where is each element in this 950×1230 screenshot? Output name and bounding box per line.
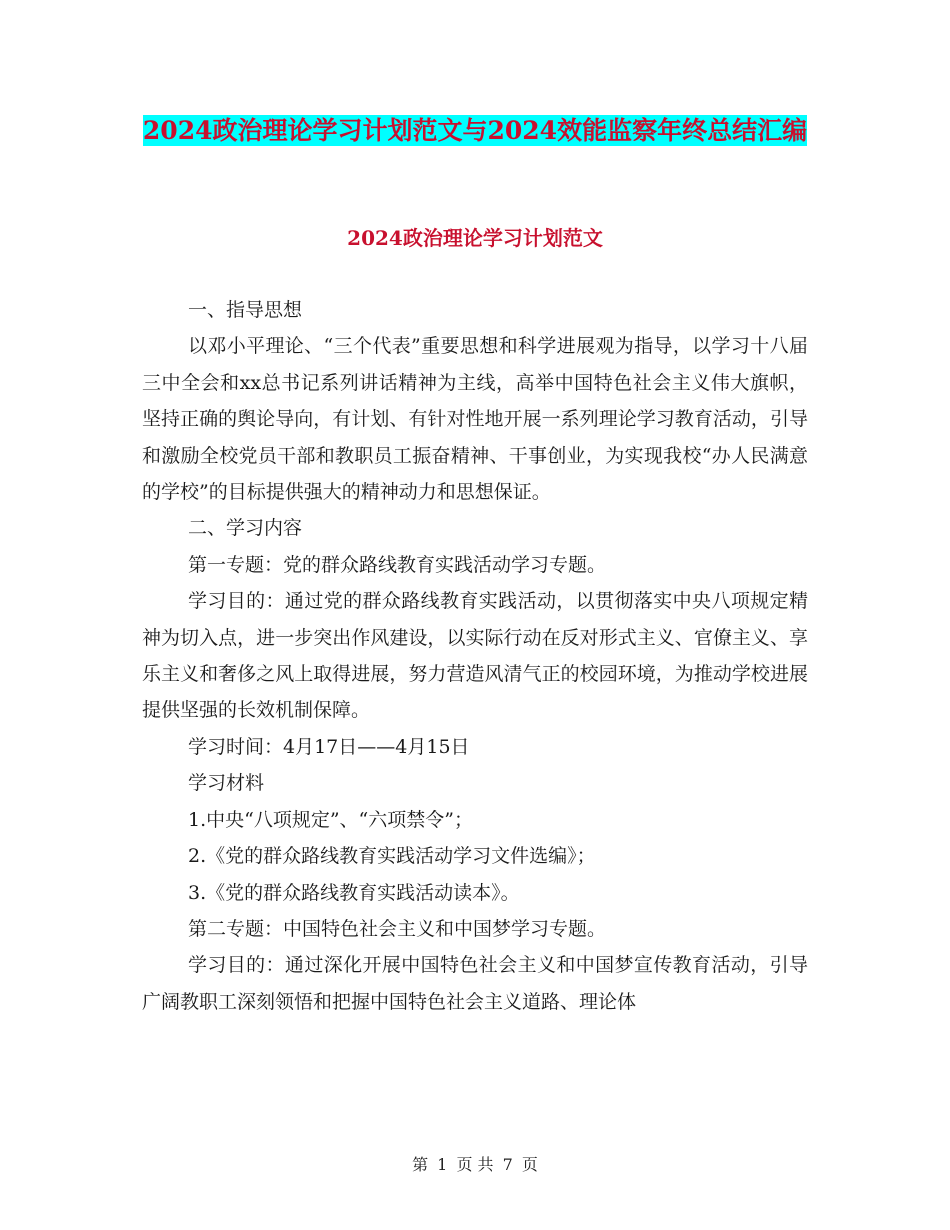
- topic-two-purpose: 学习目的：通过深化开展中国特色社会主义和中国梦宣传教育活动，引导广阔教职工深刻领悟和把握中国特色社会主义道路、理论体: [142, 954, 808, 1013]
- topic-one-purpose: 学习目的：通过党的群众路线教育实践活动，以贯彻落实中央八项规定精神为切入点，进一步突出作风建设，以实际行动在反对形式主义、官僚主义、享乐主义和奢侈之风上取得进展，努力营造风清气正的校园环境，为推动学校进展提供坚强的长效机制保障。: [142, 590, 808, 722]
- page-footer: [0, 1154, 950, 1176]
- heading-study-content: 二、学习内容: [188, 517, 303, 540]
- section-title: 2024政治理论学习计划范文: [347, 226, 603, 250]
- paragraph-guiding-thought: 以邓小平理论、“三个代表”重要思想和科学进展观为指导，以学习十八届三中全会和xx总书记系列讲话精神为主线，高举中国特色社会主义伟大旗帜，坚持正确的舆论导向，有计划、有针对性地开展一系列理论学习教育活动，引导和激励全校党员干部和教职员工振奋精神、干事创业，为实现我校“办人民满意的学校”的目标提供强大的精神动力和思想保证。: [142, 335, 808, 504]
- footer-suffix: 页: [521, 1155, 538, 1174]
- material-item-1: 1.中央“八项规定”、“六项禁令”；: [188, 808, 473, 831]
- document-body: [142, 292, 808, 1020]
- footer-prefix: 第: [412, 1155, 429, 1174]
- material-item-3: 3.《党的群众路线教育实践活动读本》。: [188, 881, 520, 904]
- topic-one-materials-label: 学习材料: [188, 772, 265, 795]
- material-item-2: 2.《党的群众路线教育实践活动学习文件选编》；: [188, 845, 596, 868]
- footer-current-page: 1: [437, 1155, 448, 1174]
- footer-mid: 页 共: [456, 1155, 494, 1174]
- footer-total-pages: 7: [502, 1155, 513, 1174]
- topic-one-time: 学习时间：4月17日——4月15日: [188, 735, 470, 758]
- title-highlight: 2024政治理论学习计划范文与2024效能监察年终总结汇编: [142, 116, 808, 145]
- topic-two-title: 第二专题：中国特色社会主义和中国梦学习专题。: [188, 917, 607, 940]
- heading-guiding-thought: 一、指导思想: [188, 299, 303, 321]
- topic-one-title: 第一专题：党的群众路线教育实践活动学习专题。: [188, 553, 607, 576]
- document-title: [140, 108, 810, 153]
